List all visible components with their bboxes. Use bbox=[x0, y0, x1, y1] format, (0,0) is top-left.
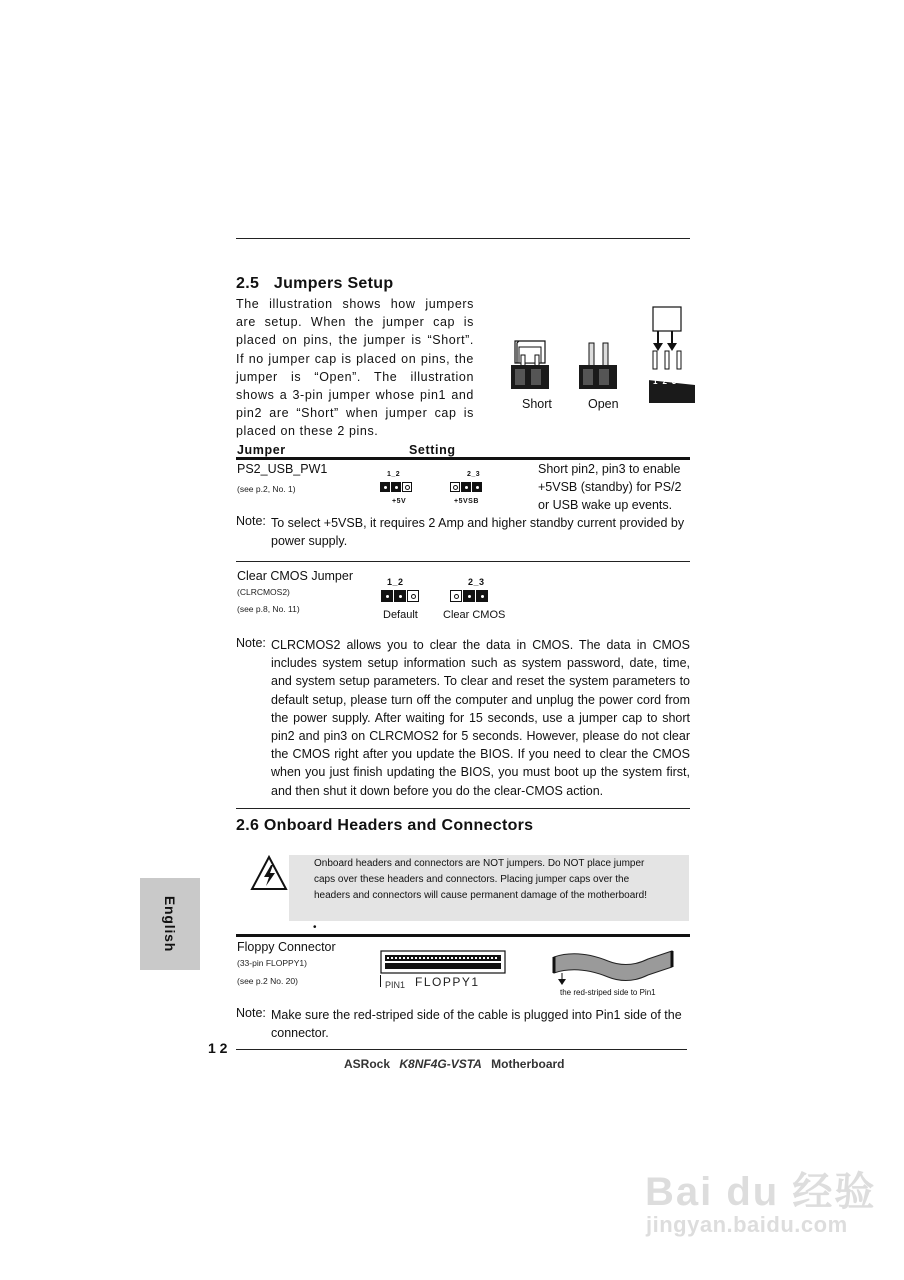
open-jumper-icon bbox=[579, 343, 617, 389]
cmos-reference: (see p.8, No. 11) bbox=[237, 604, 300, 614]
ps2-reference: (see p.2, No. 1) bbox=[237, 484, 296, 494]
footer-brand: ASRock bbox=[344, 1057, 391, 1071]
ps2-note-line1: To select +5VSB, it requires 2 Amp and higher standby current provided by bbox=[271, 516, 685, 530]
warning-text: Onboard headers and connectors are NOT jumpers. Do NOT place jumper caps over these headers and connectors. Placing jumper caps over the headers and connectors will cause permanent damage of the motherboard! bbox=[314, 858, 647, 901]
section-title: Jumpers Setup bbox=[273, 275, 394, 292]
ps2-opt2-label: 2_3 bbox=[467, 471, 481, 478]
floppy-pin1-label: PIN1 bbox=[385, 980, 406, 990]
cable-caption: the red-striped side to Pin1 bbox=[560, 988, 656, 997]
section-25-heading bbox=[236, 275, 393, 293]
bullet: • bbox=[313, 922, 317, 933]
footer-model: K8NF4G-VSTA bbox=[399, 1057, 482, 1071]
cmos-opt1-label: 1_2 bbox=[387, 577, 404, 587]
page-number: 1 2 bbox=[208, 1040, 228, 1056]
col-setting-header: Setting bbox=[409, 443, 456, 457]
ps2-note-label: Note: bbox=[236, 514, 266, 528]
col-jumper-header: Jumper bbox=[237, 443, 286, 457]
ps2-jumper-name: PS2_USB_PW1 bbox=[237, 462, 328, 476]
ps2-opt1-label: 1_2 bbox=[387, 471, 401, 478]
cmos-default-caption: Default bbox=[383, 609, 418, 621]
ps2-note-line2: power supply. bbox=[271, 534, 348, 548]
jumper-illustration bbox=[505, 303, 695, 403]
pin2-number: 2 bbox=[662, 377, 672, 386]
ps2-opt1-pins bbox=[380, 482, 413, 492]
ps2-opt2-pins bbox=[450, 482, 483, 492]
language-side-tab bbox=[140, 878, 200, 970]
floppy1-label: FLOPPY1 bbox=[415, 975, 480, 989]
top-rule bbox=[236, 238, 690, 239]
open-caption: Open bbox=[588, 397, 619, 411]
floppy-note-line2: connector. bbox=[271, 1026, 329, 1040]
section-26-heading: 2.6 Onboard Headers and Connectors bbox=[236, 817, 534, 834]
floppy-id: (33-pin FLOPPY1) bbox=[237, 958, 307, 968]
cmos-jumper-name: Clear CMOS Jumper bbox=[237, 569, 353, 583]
warning-icon bbox=[250, 855, 288, 891]
three-pin-jumper-icon bbox=[649, 307, 695, 403]
floppy-connector-name: Floppy Connector bbox=[237, 940, 336, 954]
footer bbox=[344, 1057, 565, 1071]
floppy-header-icon bbox=[380, 950, 506, 974]
cmos-note-text: CLRCMOS2 allows you to clear the data in CMOS. The data in CMOS includes system setup information such as system password, date, time, and system setup parameters. To clear and reset the system parameters to default setup, please turn off the computer and unplug the power cord from the power supply. After waiting for 15 seconds, use a jumper cap to short pin2 and pin3 on CLRCMOS2 for 5 seconds. However, please do not clear the CMOS right after you update the BIOS. If you need to clear the CMOS when you just finish updating the BIOS, you must boot up the system first, and then shut it down before you do the clear-CMOS action. bbox=[271, 638, 690, 798]
floppy-top-rule bbox=[236, 934, 690, 937]
ps2-opt1-value: +5V bbox=[392, 498, 407, 505]
pin1-marker bbox=[380, 975, 381, 987]
floppy-note-label: Note: bbox=[236, 1006, 266, 1020]
watermark-url: jingyan.baidu.com bbox=[646, 1212, 848, 1237]
ps2-divider bbox=[236, 561, 690, 562]
cmos-note-label: Note: bbox=[236, 636, 266, 650]
cmos-opt2-label: 2_3 bbox=[468, 577, 485, 587]
cmos-clear-caption: Clear CMOS bbox=[443, 609, 506, 621]
floppy-cable-icon bbox=[548, 947, 678, 987]
cmos-id: (CLRCMOS2) bbox=[237, 587, 290, 597]
watermark-logo: Bai du 经验 bbox=[645, 1170, 877, 1214]
jumper-intro-paragraph: The illustration shows how jumpers are setup. When the jumper cap is placed on pins, the jumper is “Short”. If no jumper cap is placed on pins, the jumper is “Open”. The illustration shows a 3-pin jumper whose pin1 and pin2 are “Short” when jumper cap is placed on these 2 pins. bbox=[236, 297, 474, 439]
short-caption: Short bbox=[522, 397, 552, 411]
cmos-divider bbox=[236, 808, 690, 809]
language-label: English bbox=[162, 895, 178, 953]
short-jumper-icon bbox=[511, 341, 549, 389]
floppy-reference: (see p.2 No. 20) bbox=[237, 976, 298, 986]
footer-product: Motherboard bbox=[491, 1057, 565, 1071]
cmos-clear-pins bbox=[450, 590, 489, 602]
ps2-opt2-value: +5VSB bbox=[454, 498, 479, 505]
bottom-rule bbox=[236, 1049, 687, 1050]
pin3-number: 3 bbox=[671, 377, 682, 386]
ps2-description: Short pin2, pin3 to enable +5VSB (standby) for PS/2 or USB wake up events. bbox=[538, 462, 682, 513]
cmos-default-pins bbox=[381, 590, 420, 602]
pin1-number: 1 bbox=[653, 377, 663, 386]
section-number: 2.5 bbox=[236, 275, 260, 292]
floppy-note-line1: Make sure the red-striped side of the cable is plugged into Pin1 side of the bbox=[271, 1008, 682, 1022]
